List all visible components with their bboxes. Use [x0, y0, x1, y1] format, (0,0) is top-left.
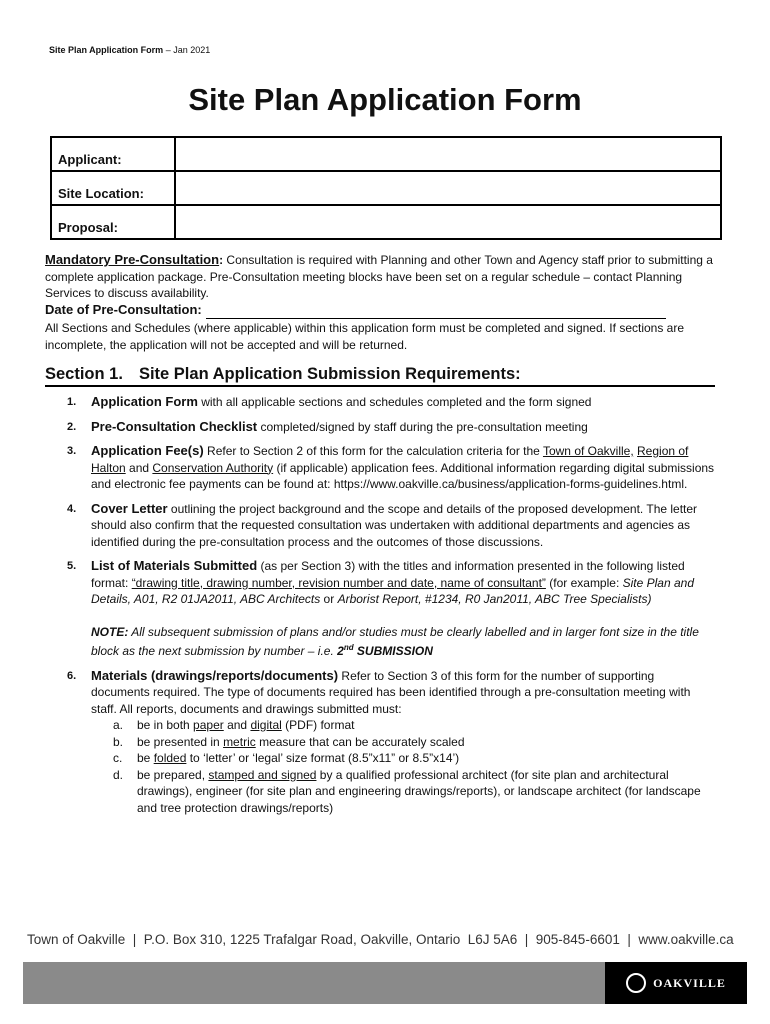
requirement-item-6	[45, 668, 715, 817]
completion-note: All Sections and Schedules (where applicable) within this application form must be completed and signed. If sections are incomplete, the application will not be accepted and will be returned.	[45, 321, 685, 352]
preconsultation-date-line	[45, 302, 715, 319]
region-of-halton-link[interactable]: Region of Halton	[91, 444, 689, 475]
preconsultation-paragraph	[45, 252, 715, 302]
requirement-number: 5.	[67, 560, 77, 572]
requirement-text: Refer to Section 3 of this form for the number of supporting documents required. The type of documents required has been identified through a pre-consultation meeting with staff. All reports, documents and drawings submitted must:	[91, 668, 691, 716]
applicant-row	[51, 137, 721, 171]
listing-format: “drawing title, drawing number, revision number and date, name of consultant”	[131, 575, 546, 590]
materials-sublist	[91, 717, 715, 816]
subitem-text: be prepared,	[137, 767, 209, 782]
note-text: All subsequent submission of plans and/or studies must be clearly labelled and in larger font size in the title block as the next submission by number – i.e.	[91, 624, 699, 658]
requirement-item-2	[45, 419, 715, 436]
oakville-logo	[605, 962, 747, 1004]
subitem-text: be presented in	[137, 734, 224, 749]
oak-leaf-icon	[626, 973, 646, 993]
requirement-item-1	[45, 394, 715, 411]
subitem-letter: c.	[113, 751, 123, 765]
subitem-emphasis: metric	[223, 734, 256, 749]
materials-subitem-c	[113, 750, 715, 767]
subitem-text: be	[137, 751, 154, 765]
requirement-number: 2.	[67, 420, 77, 433]
section-1-number: Section 1.	[45, 365, 123, 383]
subitem-text: to ‘letter’ or ‘legal’ size format (8.5”x11” or 8.5”x14’)	[186, 751, 460, 765]
example-2: Arborist Report, #1234, R0 Jan2011, ABC Tree Specialists)	[337, 592, 652, 606]
subitem-letter: d.	[113, 767, 124, 782]
logo-text: OAKVILLE	[653, 975, 726, 990]
requirement-text: outlining the project background and the scope and details of the proposed development. The letter should also confirm that the requested consultation was undertaken with additional departments and agencies as identified during the pre-consultation process and the outcomes of those discussions.	[91, 501, 698, 549]
note-label: NOTE:	[91, 624, 129, 639]
applicant-info-table	[50, 136, 722, 240]
requirement-item-3	[45, 443, 715, 493]
requirement-lead: Materials (drawings/reports/documents)	[91, 667, 339, 683]
requirement-lead: Application Fee(s)	[91, 443, 204, 458]
applicant-label: Applicant:	[51, 137, 175, 171]
requirement-text: with all applicable sections and schedules completed and the form signed	[197, 395, 592, 409]
subitem-emphasis: stamped and signed	[208, 767, 317, 782]
subitem-letter: a.	[113, 718, 124, 732]
applicant-field[interactable]	[175, 137, 721, 171]
requirements-list	[45, 394, 715, 816]
town-of-oakville-link[interactable]: Town of Oakville,	[542, 444, 634, 458]
subitem-text: and	[223, 718, 251, 732]
requirement-lead: Cover Letter	[91, 500, 168, 516]
note-ordinal: nd	[343, 643, 354, 652]
proposal-label: Proposal:	[51, 205, 175, 239]
preconsultation-date-label: Date of Pre-Consultation:	[45, 302, 202, 317]
subitem-emphasis: paper	[193, 718, 224, 732]
note-end: SUBMISSION	[353, 644, 433, 658]
requirement-item-5	[45, 558, 715, 660]
subitem-text: measure that can be accurately scaled	[255, 734, 465, 749]
site-location-field[interactable]	[175, 171, 721, 205]
conservation-authority-link[interactable]: Conservation Authority	[152, 460, 274, 475]
preconsultation-date-field[interactable]	[206, 304, 666, 319]
requirement-text: (for example:	[545, 575, 623, 590]
submission-note	[91, 624, 715, 660]
subitem-text: by a qualified professional architect (for site plan and architectural drawings), engineer (for site plan and engineering drawings/reports), or landscape architect (for landscape and tree protection drawings/reports)	[137, 767, 701, 815]
requirement-number: 4.	[67, 502, 77, 515]
requirement-number: 1.	[67, 396, 77, 408]
subitem-emphasis: digital	[250, 718, 282, 732]
materials-subitem-a	[113, 717, 715, 734]
requirement-text: Refer to Section 2 of this form for the calculation criteria for the	[203, 444, 543, 458]
requirement-text: or	[320, 592, 338, 606]
header-date: – Jan 2021	[163, 45, 211, 55]
note-number: 2	[337, 644, 344, 658]
preconsultation-text: Consultation is required with Planning and other Town and Agency staff prior to submitting a complete application package. Pre-Consultation meeting blocks have been set on a regular schedule – contact Planning Services to discuss availability.	[45, 253, 713, 300]
requirement-number: 3.	[67, 445, 77, 457]
subitem-text: be in both	[137, 718, 194, 732]
requirement-item-4	[45, 501, 715, 551]
requirement-text: completed/signed by staff during the pre-consultation meeting	[257, 419, 588, 434]
requirement-text: (if applicable) application fees. Additional information regarding digital submissions and electronic fee payments can be found at: https://www.oakville.ca/business/application-forms-guidelines.html.	[91, 460, 715, 491]
site-location-label: Site Location:	[51, 171, 175, 205]
requirement-lead: Pre-Consultation Checklist	[91, 418, 258, 434]
preconsultation-heading: Mandatory Pre-Consultation	[45, 252, 220, 267]
materials-subitem-d	[113, 767, 715, 817]
section-1-heading	[45, 365, 715, 387]
subitem-emphasis: folded	[153, 751, 187, 765]
requirement-lead: List of Materials Submitted	[91, 558, 258, 573]
footer-bar	[23, 962, 747, 1004]
subitem-letter: b.	[113, 734, 124, 749]
materials-subitem-b	[113, 734, 715, 751]
page-title: Site Plan Application Form	[188, 82, 582, 117]
example-1: Site Plan and Details, A01, R2 01JA2011, ABC Architects	[91, 575, 695, 606]
footer-address: Town of Oakville | P.O. Box 310, 1225 Trafalgar Road, Oakville, Ontario L6J 5A6 | 905-845-6601 | www.oakville.ca	[27, 932, 734, 947]
site-location-row	[51, 171, 721, 205]
proposal-field[interactable]	[175, 205, 721, 239]
preconsultation-colon: :	[219, 253, 224, 267]
requirement-text: and	[125, 460, 153, 475]
requirement-number: 6.	[67, 669, 77, 682]
section-1-title: Site Plan Application Submission Requirements:	[138, 365, 521, 383]
header-form-name: Site Plan Application Form	[49, 45, 164, 55]
requirement-text: (as per Section 3) with the titles and information presented in the following listed format:	[91, 559, 685, 590]
requirement-lead: Application Form	[91, 394, 198, 409]
proposal-row	[51, 205, 721, 239]
page-header-note	[49, 45, 210, 55]
subitem-text: (PDF) format	[281, 718, 355, 732]
